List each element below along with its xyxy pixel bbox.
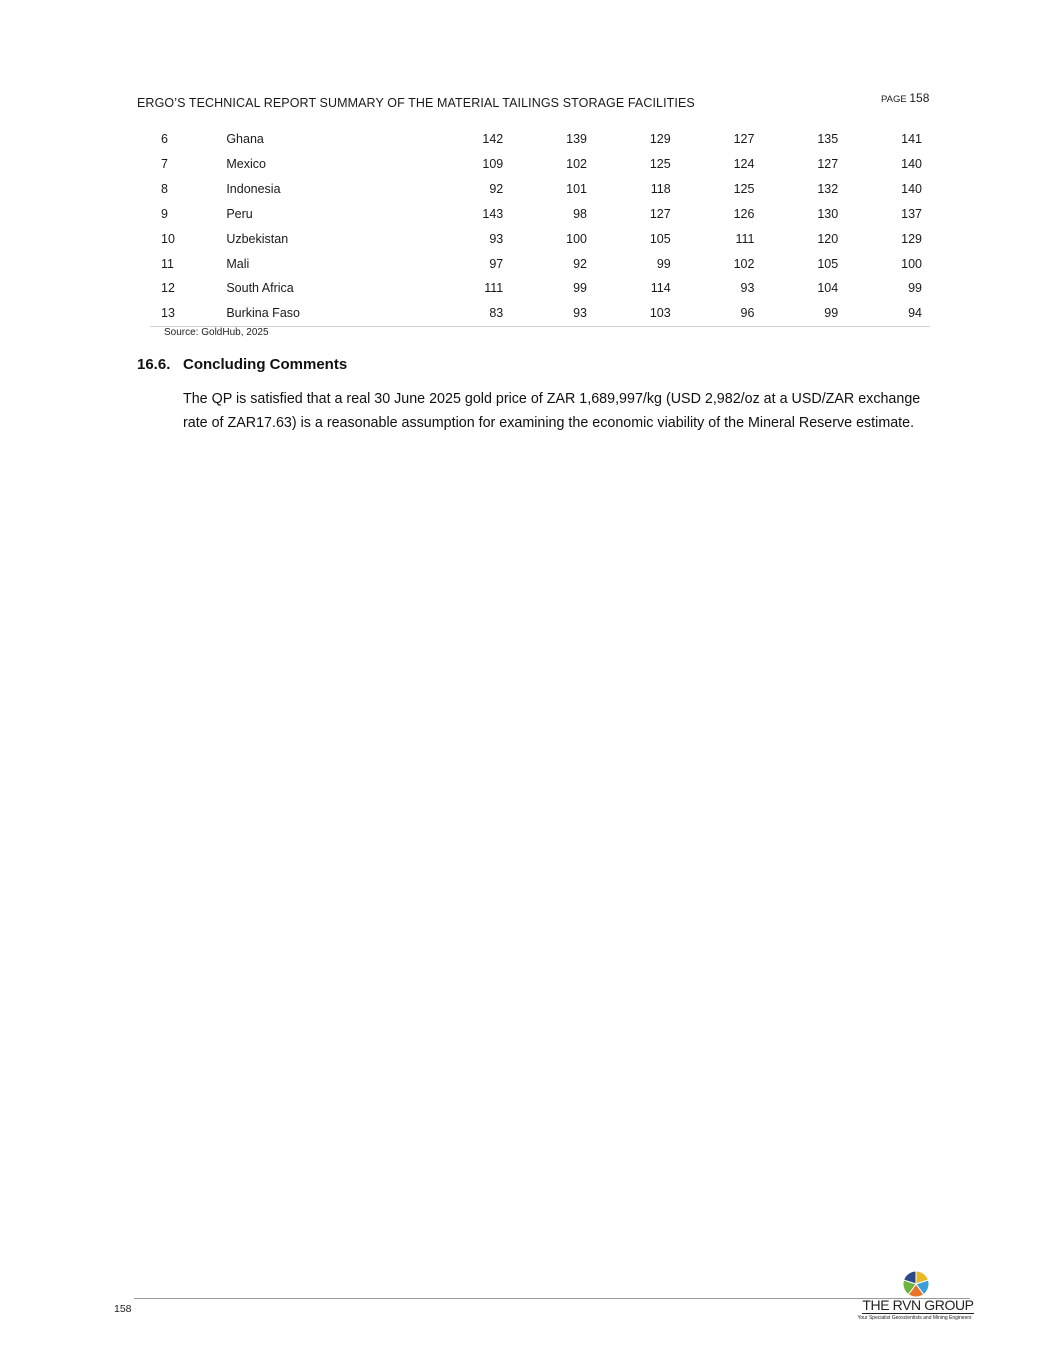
value-cell: 102 bbox=[733, 256, 755, 271]
table-row bbox=[150, 152, 930, 177]
country-cell: South Africa bbox=[226, 281, 294, 296]
value-cell: 101 bbox=[566, 182, 587, 197]
header-page-number: 158 bbox=[909, 91, 930, 105]
rank-cell: 11 bbox=[161, 256, 174, 271]
table-row bbox=[150, 202, 930, 227]
value-cell: 111 bbox=[484, 281, 504, 296]
value-cell: 141 bbox=[901, 132, 922, 147]
table-row bbox=[150, 177, 930, 202]
rank-cell: 8 bbox=[161, 182, 168, 197]
footer-divider bbox=[134, 1298, 970, 1299]
value-cell: 118 bbox=[650, 182, 671, 197]
value-cell: 111 bbox=[735, 231, 755, 246]
value-cell: 143 bbox=[482, 206, 504, 221]
value-cell: 100 bbox=[566, 231, 587, 246]
value-cell: 142 bbox=[482, 132, 504, 147]
value-cell: 140 bbox=[901, 182, 922, 197]
value-cell: 127 bbox=[733, 132, 755, 147]
value-cell: 97 bbox=[489, 256, 504, 271]
value-cell: 92 bbox=[489, 182, 504, 197]
value-cell: 125 bbox=[649, 157, 671, 172]
country-cell: Mali bbox=[226, 256, 250, 271]
value-cell: 105 bbox=[649, 231, 671, 246]
section-title: Concluding Comments bbox=[183, 356, 348, 373]
value-cell: 126 bbox=[733, 206, 755, 221]
value-cell: 109 bbox=[482, 157, 504, 172]
value-cell: 129 bbox=[901, 231, 922, 246]
rank-cell: 6 bbox=[161, 132, 168, 147]
country-cell: Indonesia bbox=[226, 182, 281, 197]
value-cell: 129 bbox=[649, 132, 671, 147]
table-row bbox=[150, 127, 930, 152]
table-row bbox=[150, 251, 930, 276]
country-cell: Burkina Faso bbox=[226, 301, 419, 326]
value-cell: 124 bbox=[733, 157, 755, 172]
value-cell: 120 bbox=[817, 231, 839, 246]
report-header-title: ERGO’S TECHNICAL REPORT SUMMARY OF THE MATERIAL TAILINGS STORAGE FACILITIES bbox=[137, 96, 695, 110]
logo-tagline: Your Specialist Geoscientists and Mining Engineers bbox=[857, 1315, 972, 1321]
country-cell: Uzbekistan bbox=[226, 231, 289, 246]
header-page-label bbox=[881, 91, 929, 105]
rvn-group-logo bbox=[852, 1268, 977, 1324]
value-cell: 132 bbox=[817, 182, 839, 197]
value-cell: 127 bbox=[817, 157, 839, 172]
section-heading bbox=[137, 356, 347, 373]
value-cell: 99 bbox=[754, 301, 838, 326]
table-row bbox=[150, 301, 930, 326]
value-cell: 114 bbox=[650, 281, 671, 296]
value-cell: 104 bbox=[817, 281, 839, 296]
rank-cell: 13 bbox=[150, 301, 226, 326]
value-cell: 99 bbox=[656, 256, 671, 271]
value-cell: 92 bbox=[573, 256, 587, 271]
table-row bbox=[150, 276, 930, 301]
value-cell: 98 bbox=[573, 206, 587, 221]
section-number: 16.6. bbox=[137, 356, 171, 373]
value-cell: 99 bbox=[573, 281, 587, 296]
value-cell: 96 bbox=[671, 301, 755, 326]
value-cell: 100 bbox=[901, 256, 922, 271]
value-cell: 102 bbox=[566, 157, 587, 172]
value-cell: 137 bbox=[901, 206, 922, 221]
value-cell: 93 bbox=[489, 231, 504, 246]
value-cell: 103 bbox=[587, 301, 671, 326]
rank-cell: 7 bbox=[161, 157, 168, 172]
value-cell: 83 bbox=[420, 301, 504, 326]
concluding-paragraph: The QP is satisfied that a real 30 June 2025 gold price of ZAR 1,689,997/kg (USD 2,982/oz at a USD/ZAR exchange rate of ZAR17.63) is a reasonable assumption for examining the economic viability of the Mineral Reserve estimate. bbox=[183, 391, 921, 431]
value-cell: 139 bbox=[566, 132, 587, 147]
country-cell: Mexico bbox=[226, 157, 266, 172]
country-cell: Peru bbox=[226, 206, 253, 221]
value-cell: 93 bbox=[740, 281, 755, 296]
rank-cell: 12 bbox=[161, 281, 175, 296]
value-cell: 94 bbox=[838, 301, 930, 326]
value-cell: 130 bbox=[817, 206, 839, 221]
logo-wordmark: THE RVN GROUP bbox=[862, 1297, 974, 1313]
country-cell: Ghana bbox=[226, 132, 264, 147]
rank-cell: 9 bbox=[161, 206, 168, 221]
value-cell: 99 bbox=[908, 281, 922, 296]
table-row bbox=[150, 226, 930, 251]
footer-page-number: 158 bbox=[114, 1303, 132, 1315]
value-cell: 125 bbox=[733, 182, 755, 197]
value-cell: 135 bbox=[817, 132, 839, 147]
rank-cell: 10 bbox=[161, 231, 175, 246]
table-source-note: Source: GoldHub, 2025 bbox=[164, 327, 269, 338]
value-cell: 127 bbox=[649, 206, 671, 221]
page-prefix: PAGE bbox=[881, 94, 907, 105]
gold-production-table bbox=[150, 127, 930, 327]
value-cell: 140 bbox=[901, 157, 922, 172]
value-cell: 105 bbox=[817, 256, 839, 271]
value-cell: 93 bbox=[503, 301, 587, 326]
